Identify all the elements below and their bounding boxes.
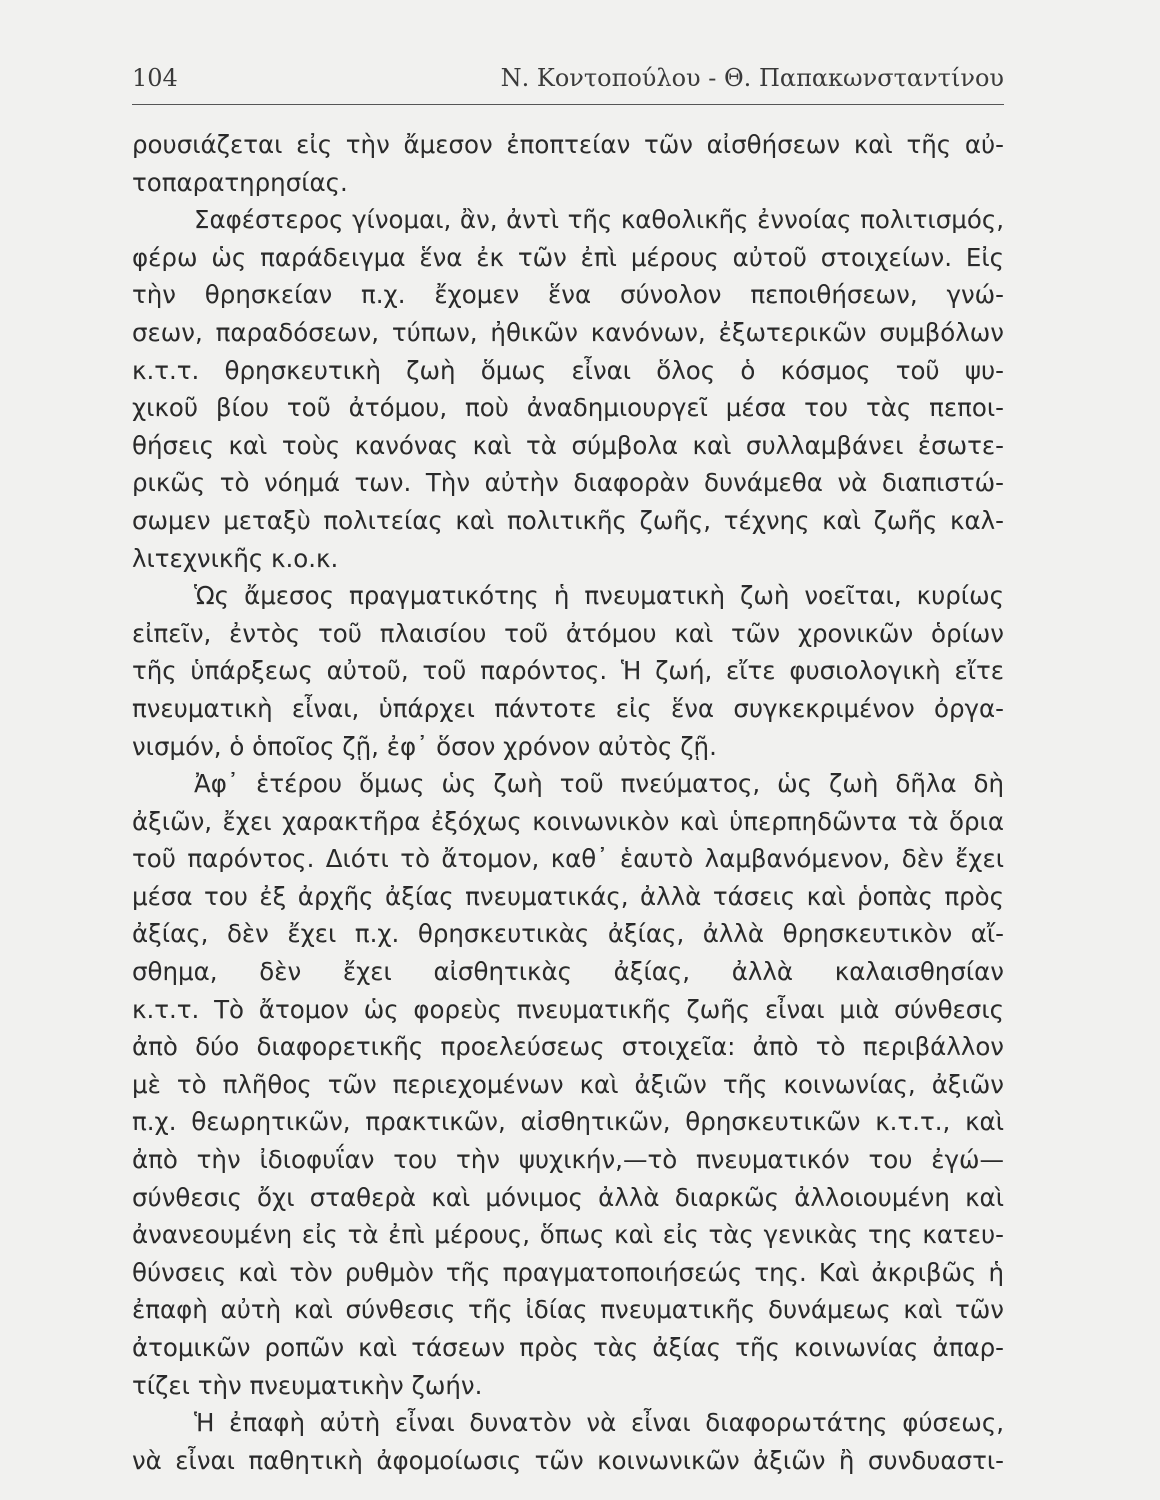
text-line: κ.τ.τ. Τὸ ἄτομον ὡς φορεὺς πνευματικῆς ζωῆς εἶναι μιὰ σύνθεσις [132,994,1004,1024]
text-line: σεων, παραδόσεων, τύπων, ἠθικῶν κανόνων, ἐξωτερικῶν συμβόλων [132,317,1004,347]
text-line: π.χ. θεωρητικῶν, πρακτικῶν, αἰσθητικῶν, θρησκευτικῶν κ.τ.τ., καὶ [132,1107,1004,1137]
text-line: ἐπαφὴ αὐτὴ καὶ σύνθεσις τῆς ἰδίας πνευματικῆς δυνάμεως καὶ τῶν [132,1295,1004,1325]
text-line: ἀξίας, δὲν ἔχει π.χ. θρησκευτικὰς ἀξίας, ἀλλὰ θρησκευτικὸν αἴ- [132,919,1004,949]
text-line: ἀξιῶν, ἔχει χαρακτῆρα ἐξόχως κοινωνικὸν καὶ ὑπερπηδῶντα τὰ ὅρια [132,806,1004,836]
text-line: εἰπεῖν, ἐντὸς τοῦ πλαισίου τοῦ ἀτόμου καὶ τῶν χρονικῶν ὁρίων [132,618,1004,648]
text-line: μὲ τὸ πλῆθος τῶν περιεχομένων καὶ ἀξιῶν τῆς κοινωνίας, ἀξιῶν [132,1069,1004,1099]
running-title-authors: Ν. Κοντοπούλου - Θ. Παπακωνσταντίνου [500,64,1004,92]
body-text [132,126,1004,1479]
text-line: φέρω ὡς παράδειγμα ἕνα ἐκ τῶν ἐπὶ μέρους αὐτοῦ στοιχείων. Εἰς [132,242,1004,272]
text-line: χικοῦ βίου τοῦ ἀτόμου, ποὺ ἀναδημιουργεῖ μέσα του τὰς πεποι- [132,393,1004,423]
text-line: τοπαρατηρησίας. [132,167,348,197]
text-line: ἀπὸ τὴν ἰδιοφυΐαν του τὴν ψυχικήν,—τὸ πνευματικόν του ἐγώ— [132,1145,1004,1175]
text-line: Ἡ ἐπαφὴ αὐτὴ εἶναι δυνατὸν νὰ εἶναι διαφορωτάτης φύσεως, [194,1408,1004,1438]
page-number: 104 [132,64,178,92]
text-line: κ.τ.τ. θρησκευτικὴ ζωὴ ὅμως εἶναι ὅλος ὁ κόσμος τοῦ ψυ- [132,355,1004,385]
text-line: πνευματικὴ εἶναι, ὑπάρχει πάντοτε εἰς ἕνα συγκεκριμένον ὀργα- [132,693,1004,723]
text-line: Σαφέστερος γίνομαι, ἂν, ἀντὶ τῆς καθολικῆς ἐννοίας πολιτισμός, [194,205,1004,235]
text-line: Ὡς ἄμεσος πραγματικότης ἡ πνευματικὴ ζωὴ νοεῖται, κυρίως [194,581,1004,611]
running-header [132,62,1004,105]
text-line: τὴν θρησκείαν π.χ. ἔχομεν ἕνα σύνολον πεποιθήσεων, γνώ- [132,280,1004,310]
text-line: σύνθεσις ὄχι σταθερὰ καὶ μόνιμος ἀλλὰ διαρκῶς ἀλλοιουμένη καὶ [132,1182,1004,1212]
text-line: νὰ εἶναι παθητικὴ ἀφομοίωσις τῶν κοινωνικῶν ἀξιῶν ἢ συνδυαστι- [132,1445,1004,1475]
text-line: τίζει τὴν πνευματικὴν ζωήν. [132,1370,483,1400]
text-line: σωμεν μεταξὺ πολιτείας καὶ πολιτικῆς ζωῆς, τέχνης καὶ ζωῆς καλ- [132,505,1004,535]
text-line: θύνσεις καὶ τὸν ρυθμὸν τῆς πραγματοποιήσεώς της. Καὶ ἀκριβῶς ἡ [132,1257,1004,1287]
text-line: ἀπὸ δύο διαφορετικῆς προελεύσεως στοιχεῖα: ἀπὸ τὸ περιβάλλον [132,1032,1004,1062]
text-line: ἀτομικῶν ροπῶν καὶ τάσεων πρὸς τὰς ἀξίας τῆς κοινωνίας ἀπαρ- [132,1333,1004,1362]
text-line: ἀνανεουμένη εἰς τὰ ἐπὶ μέρους, ὅπως καὶ εἰς τὰς γενικὰς της κατευ- [132,1220,1004,1250]
text-line: τῆς ὑπάρξεως αὐτοῦ, τοῦ παρόντος. Ἡ ζωή, εἴτε φυσιολογικὴ εἴτε [132,656,1004,686]
text-line: θήσεις καὶ τοὺς κανόνας καὶ τὰ σύμβολα καὶ συλλαμβάνει ἐσωτε- [132,430,1004,460]
text-line: τοῦ παρόντος. Διότι τὸ ἄτομον, καθ᾽ ἑαυτὸ λαμβανόμενον, δὲν ἔχει [132,844,1004,874]
text-line: λιτεχνικῆς κ.ο.κ. [132,543,339,573]
text-line: ρικῶς τὸ νόημά των. Τὴν αὐτὴν διαφορὰν δυνάμεθα νὰ διαπιστώ- [132,468,1004,498]
text-line: σθημα, δὲν ἔχει αἰσθητικὰς ἀξίας, ἀλλὰ καλαισθησίαν [132,957,1004,987]
text-line: μέσα του ἐξ ἀρχῆς ἀξίας πνευματικάς, ἀλλὰ τάσεις καὶ ῥοπὰς πρὸς [132,881,1004,911]
text-line: ρουσιάζεται εἰς τὴν ἄμεσον ἐποπτείαν τῶν αἰσθήσεων καὶ τῆς αὐ- [132,130,1004,159]
text-line: νισμόν, ὁ ὁποῖος ζῇ, ἐφ᾽ ὅσον χρόνον αὐτὸς ζῇ. [132,731,717,761]
text-line: Ἀφ᾽ ἑτέρου ὅμως ὡς ζωὴ τοῦ πνεύματος, ὡς ζωὴ δῆλα δὴ [194,769,1004,799]
